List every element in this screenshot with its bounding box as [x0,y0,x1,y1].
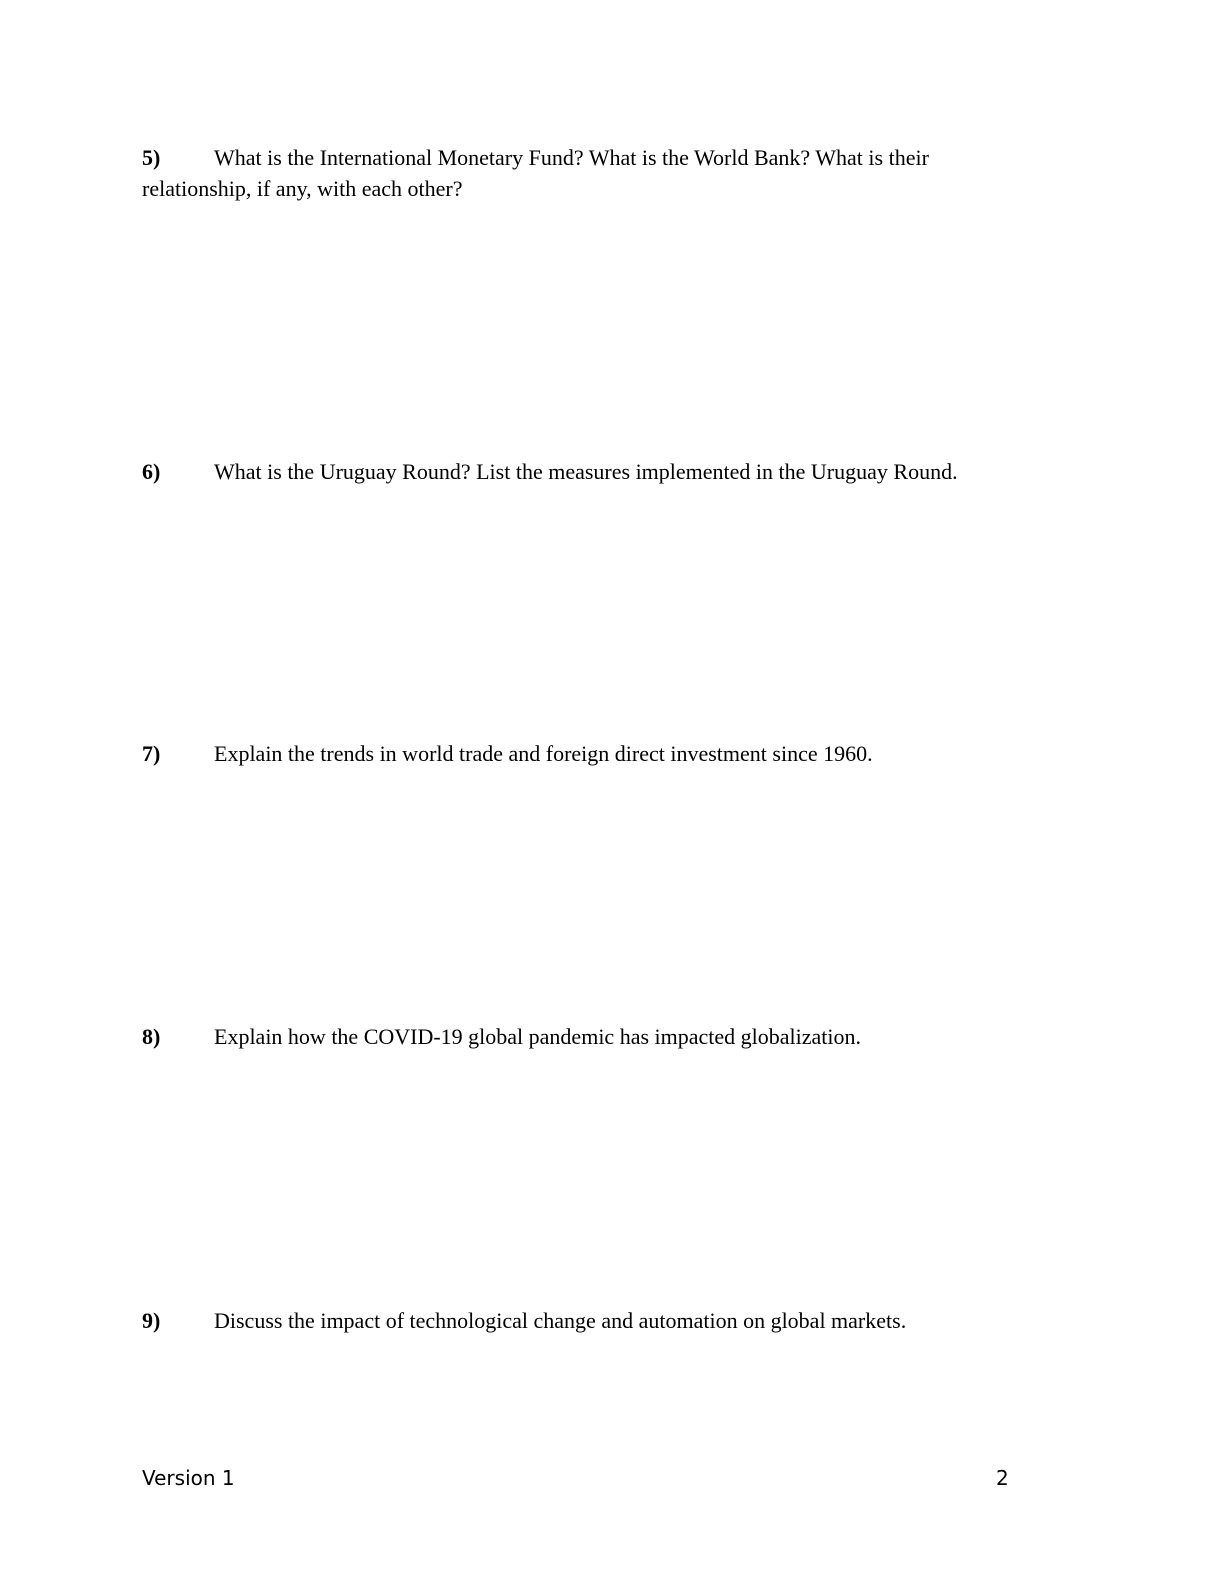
question-number: 5) [142,145,161,170]
question-text: Explain the trends in world trade and foreign direct investment since 1960. [214,741,873,766]
question-text: Explain how the COVID-19 global pandemic has impacted globalization. [214,1024,862,1049]
footer-version: Version 1 [142,1466,235,1490]
question-8 [142,1021,1022,1052]
question-7 [142,738,1022,769]
question-number: 8) [142,1024,161,1049]
question-number: 6) [142,459,161,484]
question-6 [142,456,1022,487]
question-number: 7) [142,741,161,766]
question-text: What is the International Monetary Fund? What is the World Bank? What is their relationship, if any, with each other? [142,145,929,201]
question-5 [142,142,1022,204]
question-text: What is the Uruguay Round? List the measures implemented in the Uruguay Round. [214,459,958,484]
question-9 [142,1305,1022,1336]
question-number: 9) [142,1308,161,1333]
question-text: Discuss the impact of technological change and automation on global markets. [214,1308,907,1333]
footer-page-number: 2 [996,1466,1009,1490]
